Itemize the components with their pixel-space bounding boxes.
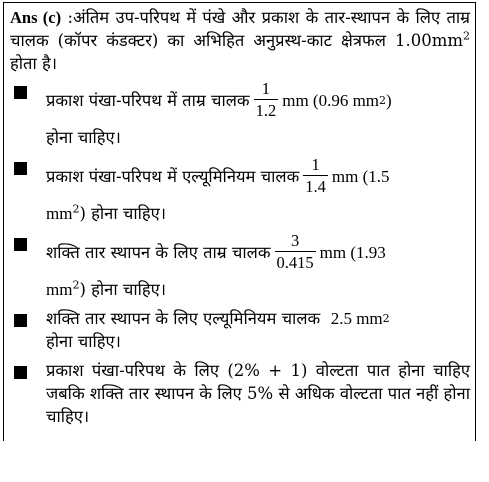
fraction-numerator: 1 [261,79,271,98]
fraction-denominator: 0.415 [276,253,314,272]
item-unit: 2.5 mm [330,309,383,328]
fraction-denominator: 1.2 [255,101,277,120]
fraction-denominator: 1.4 [305,177,326,196]
item-text: शक्ति तार स्थापन के लिए ताम्र चालक [46,243,271,262]
item-tail: ) होना चाहिए। [79,280,167,299]
item-text: प्रकाश पंखा-परिपथ में ताम्र चालक [46,91,250,110]
answer-label: Ans (c) [10,8,62,27]
fraction-numerator: 3 [290,231,300,250]
item-text: प्रकाश पंखा-परिपथ के लिए (2% + 1) वोल्टता पात होना चाहिए जबकि शक्ति तार स्थापन के लिए 5% से अधिक वोल्टता पात नहीं होना चाहिए। [46,361,470,426]
square-bullet-icon [14,86,27,99]
intro-text: :अंतिम उप-परिपथ में पंखे और प्रकाश के तार-स्थापन के लिए ताम्र चालक (कॉपर कंडक्टर) का अभिहित अनुप्रस्थ-काट क्षेत्रफल 1.00mm [10,8,470,50]
answer-content [10,6,470,434]
item-continuation [46,278,470,301]
fraction [303,155,328,198]
list-item: प्रकाश पंखा-परिपथ में ताम्र चालक $\frac{1}{1.2}$ mm (0.96 mm 2 ) होना चाहिए। [10,79,470,149]
item-continuation [46,202,470,225]
intro-sup: 2 [463,29,470,43]
item-sup: 2 [72,278,80,292]
list-item [10,359,470,428]
fraction [275,231,316,274]
item-close: ) [386,91,392,110]
list-item [10,155,470,225]
item-continuation: होना चाहिए। [46,128,121,147]
item-unit: mm (1.93 [319,243,386,262]
item-continuation: होना चाहिए। [46,332,121,351]
intro-tail: होता है। [10,54,57,73]
item-text: शक्ति तार स्थापन के लिए एल्यूमिनियम चालक [46,309,321,328]
list-item [10,231,470,301]
fraction-numerator: 1 [311,155,320,174]
square-bullet-icon [14,366,27,379]
square-bullet-icon [14,238,27,251]
item-unit: mm (1.5 [331,167,390,186]
item-unit-cont: mm [46,204,73,223]
fraction [254,79,279,122]
item-unit-cont: mm [46,280,73,299]
square-bullet-icon [14,162,27,175]
item-tail: ) होना चाहिए। [79,204,167,223]
item-sup: 2 [72,202,80,216]
item-unit: mm (0.96 mm [282,91,380,110]
list-item: शक्ति तार स्थापन के लिए एल्यूमिनियम चालक 2.5 mm 2 होना चाहिए। [10,307,470,353]
square-bullet-icon [14,314,27,327]
item-text: प्रकाश पंखा-परिपथ में एल्यूमिनियम चालक [46,167,300,186]
intro-paragraph [10,6,470,75]
